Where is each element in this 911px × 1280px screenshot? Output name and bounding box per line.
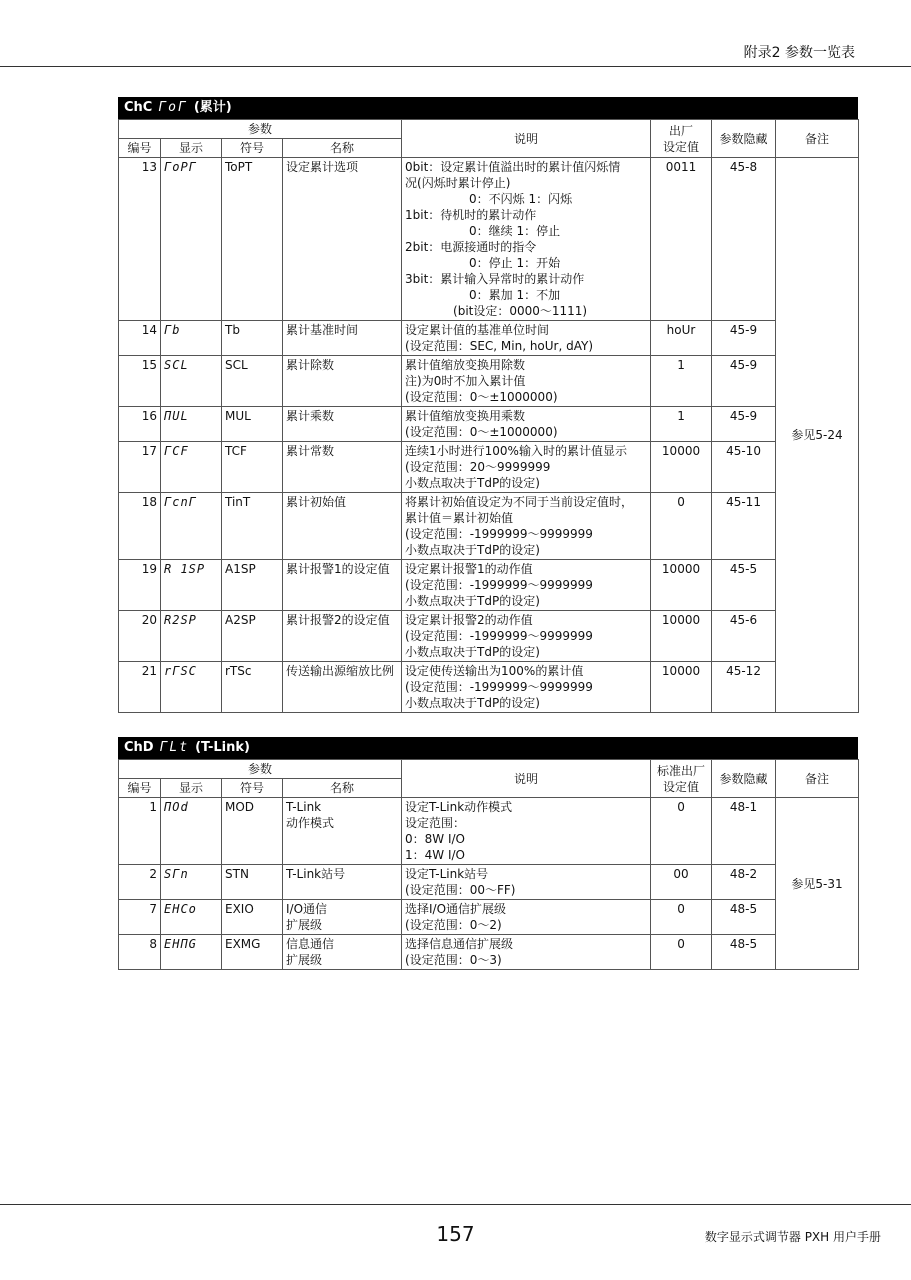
table-row [119, 407, 859, 442]
table-row [119, 935, 859, 970]
manual-title: 数字显示式调节器 PXH 用户手册 [704, 1230, 881, 1244]
chc-disp-header: 显示 [161, 139, 222, 158]
chc-sym-header: 符号 [222, 139, 283, 158]
param-name-line: 扩展级 [286, 953, 323, 967]
description-line: 0bit：设定累计值溢出时的累计值闪烁情 [405, 160, 621, 174]
param-description [402, 356, 651, 407]
description-line: 累计值＝累计初始值 [405, 511, 514, 525]
param-hide-code: 45-12 [712, 662, 776, 713]
param-name [283, 158, 402, 321]
param-name-line: 信息通信 [286, 937, 335, 951]
param-name [283, 442, 402, 493]
param-name-line: 扩展级 [286, 918, 323, 932]
param-description [402, 321, 651, 356]
param-display: SΓn [161, 865, 222, 900]
param-description [402, 442, 651, 493]
chd-table [118, 759, 859, 970]
param-description [402, 935, 651, 970]
chc-desc-header: 说明 [402, 120, 651, 158]
description-line: (设定范围：20～9999999 [405, 460, 551, 474]
header-divider [0, 66, 911, 67]
description-line: 1：4W I/O [405, 848, 465, 862]
description-line: 将累计初始值设定为不同于当前设定值时， [405, 495, 634, 509]
table-row [119, 442, 859, 493]
chd-code: ChD [124, 740, 154, 755]
description-line: 选择信息通信扩展级 [405, 937, 514, 951]
param-hide-code: 48-5 [712, 900, 776, 935]
description-line: 小数点取决于TdP的设定) [405, 594, 540, 608]
description-line: 小数点取决于TdP的设定) [405, 476, 540, 490]
param-display: EHΠG [161, 935, 222, 970]
description-line: 0：不闪烁 1：闪烁 [469, 192, 573, 206]
param-name [283, 356, 402, 407]
param-display: ΓCF [161, 442, 222, 493]
param-name [283, 560, 402, 611]
param-name [283, 798, 402, 865]
chd-factory-header: 标准出厂 设定值 [651, 760, 712, 798]
param-name [283, 407, 402, 442]
param-name-line: 累计常数 [286, 444, 335, 458]
chc-params-header: 参数 [119, 120, 402, 139]
param-display: R 1SP [161, 560, 222, 611]
param-number: 8 [119, 935, 161, 970]
page-header-title: 附录2 参数一览表 [743, 45, 855, 61]
description-line: (bit设定：0000～1111) [453, 304, 588, 318]
param-number: 14 [119, 321, 161, 356]
param-display: R2SP [161, 611, 222, 662]
description-line: 选择I/O通信扩展级 [405, 902, 507, 916]
param-symbol: rTSc [222, 662, 283, 713]
param-symbol: SCL [222, 356, 283, 407]
description-line: 设定T-Link站号 [405, 867, 489, 881]
description-line: (设定范围：-1999999～9999999 [405, 680, 593, 694]
param-name-line: 累计报警1的设定值 [286, 562, 390, 576]
param-number: 20 [119, 611, 161, 662]
page-number: 157 [436, 1222, 475, 1246]
remarks-cell: 参见5-31 [776, 798, 859, 970]
param-symbol: STN [222, 865, 283, 900]
param-display: ΠUL [161, 407, 222, 442]
remarks-cell: 参见5-24 [776, 158, 859, 713]
param-number: 18 [119, 493, 161, 560]
chc-code: ChC [124, 100, 153, 115]
param-name [283, 935, 402, 970]
description-line: 0：累加 1：不加 [469, 288, 561, 302]
chd-desc-header: 说明 [402, 760, 651, 798]
table-row [119, 900, 859, 935]
description-line: (设定范围：0～2) [405, 918, 502, 932]
param-hide-code: 48-2 [712, 865, 776, 900]
factory-setting: 0 [651, 935, 712, 970]
param-symbol: MOD [222, 798, 283, 865]
param-name [283, 321, 402, 356]
param-display: rΓSC [161, 662, 222, 713]
chc-no-header: 编号 [119, 139, 161, 158]
param-name-line: 设定累计选项 [286, 160, 359, 174]
description-line: 注)为0时不加入累计值 [405, 374, 526, 388]
chd-sym-header: 符号 [222, 779, 283, 798]
description-line: 设定T-Link动作模式 [405, 800, 513, 814]
param-symbol: ToPT [222, 158, 283, 321]
table-row [119, 158, 859, 321]
param-number: 2 [119, 865, 161, 900]
factory-setting: 1 [651, 356, 712, 407]
table-row [119, 493, 859, 560]
param-name-line: 传送输出源缩放比例 [286, 664, 395, 678]
param-description [402, 493, 651, 560]
param-name [283, 493, 402, 560]
param-description [402, 158, 651, 321]
description-line: 设定使传送输出为100%的累计值 [405, 664, 584, 678]
chd-name-header: 名称 [283, 779, 402, 798]
param-name [283, 865, 402, 900]
description-line: 0：停止 1：开始 [469, 256, 561, 270]
chd-hide-header: 参数隐藏 [712, 760, 776, 798]
factory-setting: 0 [651, 900, 712, 935]
table-row [119, 560, 859, 611]
chd-section [118, 737, 858, 970]
param-symbol: EXMG [222, 935, 283, 970]
description-line: (设定范围：0～3) [405, 953, 502, 967]
param-number: 17 [119, 442, 161, 493]
table-row [119, 321, 859, 356]
chd-disp-header: 显示 [161, 779, 222, 798]
footer-divider [0, 1204, 911, 1205]
param-name-line: 累计报警2的设定值 [286, 613, 390, 627]
chc-section [118, 97, 858, 713]
param-number: 1 [119, 798, 161, 865]
description-line: 设定累计报警2的动作值 [405, 613, 533, 627]
param-symbol: A2SP [222, 611, 283, 662]
chc-note-header: 备注 [776, 120, 859, 158]
chc-table [118, 119, 859, 713]
description-line: (设定范围：0～±1000000) [405, 390, 558, 404]
param-number: 21 [119, 662, 161, 713]
param-number: 7 [119, 900, 161, 935]
param-hide-code: 45-9 [712, 407, 776, 442]
param-display: ΓoPΓ [161, 158, 222, 321]
description-line: 小数点取决于TdP的设定) [405, 645, 540, 659]
param-hide-code: 45-9 [712, 356, 776, 407]
description-line: 设定范围： [405, 816, 466, 830]
factory-setting: 0 [651, 798, 712, 865]
chc-factory-header: 出厂 设定值 [651, 120, 712, 158]
chc-name-header: 名称 [283, 139, 402, 158]
description-line: 连续1小时进行100%输入时的累计值显示 [405, 444, 627, 458]
param-symbol: EXIO [222, 900, 283, 935]
param-hide-code: 45-9 [712, 321, 776, 356]
param-symbol: TCF [222, 442, 283, 493]
chc-name: (累计) [193, 100, 232, 115]
param-name-line: 累计乘数 [286, 409, 335, 423]
param-display: Γb [161, 321, 222, 356]
param-name-line: 累计除数 [286, 358, 335, 372]
param-name-line: 累计初始值 [286, 495, 347, 509]
param-number: 13 [119, 158, 161, 321]
table-row [119, 356, 859, 407]
chd-params-header: 参数 [119, 760, 402, 779]
chc-segment-display: ΓoΓ [158, 100, 188, 115]
description-line: 小数点取决于TdP的设定) [405, 543, 540, 557]
description-line: (设定范围：SEC, Min, hoUr, dAY) [405, 339, 594, 353]
param-display: SCL [161, 356, 222, 407]
param-display: ΠOd [161, 798, 222, 865]
description-line: 设定累计报警1的动作值 [405, 562, 533, 576]
param-symbol: Tb [222, 321, 283, 356]
description-line: (设定范围：-1999999～9999999 [405, 578, 593, 592]
description-line: (设定范围：-1999999～9999999 [405, 527, 593, 541]
param-hide-code: 45-5 [712, 560, 776, 611]
description-line: 3bit：累计输入异常时的累计动作 [405, 272, 585, 286]
param-name-line: 动作模式 [286, 816, 335, 830]
description-line: 0：8W I/O [405, 832, 465, 846]
chd-segment-display: ΓLt [159, 740, 190, 755]
description-line: 累计值缩放变换用乘数 [405, 409, 526, 423]
param-description [402, 662, 651, 713]
chc-hide-header: 参数隐藏 [712, 120, 776, 158]
param-display: EHCo [161, 900, 222, 935]
param-hide-code: 45-8 [712, 158, 776, 321]
table-row [119, 865, 859, 900]
param-symbol: TinT [222, 493, 283, 560]
description-line: (设定范围：00～FF) [405, 883, 516, 897]
param-display: ΓcnΓ [161, 493, 222, 560]
param-hide-code: 45-10 [712, 442, 776, 493]
param-hide-code: 45-11 [712, 493, 776, 560]
param-name-line: T-Link站号 [286, 867, 346, 881]
factory-setting: 10000 [651, 442, 712, 493]
description-line: 小数点取决于TdP的设定) [405, 696, 540, 710]
table-row [119, 611, 859, 662]
param-name [283, 611, 402, 662]
description-line: 0：继续 1：停止 [469, 224, 561, 238]
chd-name: (T-Link) [195, 740, 250, 755]
factory-setting: 10000 [651, 560, 712, 611]
param-hide-code: 48-1 [712, 798, 776, 865]
factory-setting: hoUr [651, 321, 712, 356]
param-description [402, 798, 651, 865]
factory-setting: 1 [651, 407, 712, 442]
param-symbol: MUL [222, 407, 283, 442]
param-hide-code: 48-5 [712, 935, 776, 970]
param-description [402, 407, 651, 442]
description-line: 况(闪烁时累计停止) [405, 176, 511, 190]
param-name-line: T-Link [286, 800, 322, 814]
param-hide-code: 45-6 [712, 611, 776, 662]
param-name [283, 662, 402, 713]
factory-setting: 00 [651, 865, 712, 900]
factory-setting: 0 [651, 493, 712, 560]
param-name [283, 900, 402, 935]
factory-setting: 0011 [651, 158, 712, 321]
param-name-line: I/O通信 [286, 902, 328, 916]
description-line: (设定范围：0～±1000000) [405, 425, 558, 439]
factory-setting: 10000 [651, 611, 712, 662]
description-line: 累计值缩放变换用除数 [405, 358, 526, 372]
chd-no-header: 编号 [119, 779, 161, 798]
chd-note-header: 备注 [776, 760, 859, 798]
factory-setting: 10000 [651, 662, 712, 713]
param-symbol: A1SP [222, 560, 283, 611]
param-number: 19 [119, 560, 161, 611]
chd-title-bar [118, 737, 858, 759]
param-name-line: 累计基准时间 [286, 323, 359, 337]
param-number: 16 [119, 407, 161, 442]
description-line: 1bit：待机时的累计动作 [405, 208, 537, 222]
description-line: 2bit：电源接通时的指令 [405, 240, 537, 254]
param-description [402, 560, 651, 611]
chc-title-bar [118, 97, 858, 119]
param-number: 15 [119, 356, 161, 407]
table-row [119, 798, 859, 865]
description-line: (设定范围：-1999999～9999999 [405, 629, 593, 643]
param-description [402, 611, 651, 662]
description-line: 设定累计值的基准单位时间 [405, 323, 550, 337]
table-row [119, 662, 859, 713]
param-description [402, 900, 651, 935]
param-description [402, 865, 651, 900]
